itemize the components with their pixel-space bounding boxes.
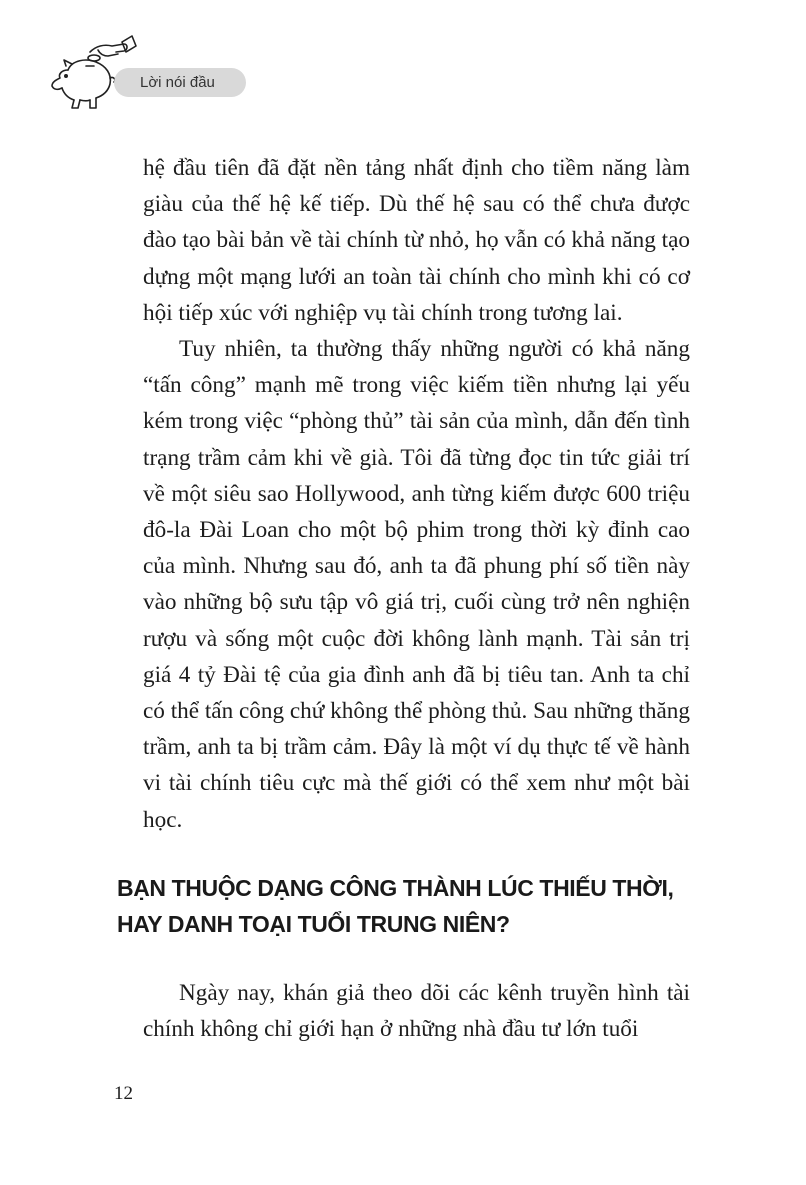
section-heading-line-1: BẠN THUỘC DẠNG CÔNG THÀNH LÚC THIẾU THỜI, (117, 875, 674, 901)
body-paragraph-2: Tuy nhiên, ta thường thấy những người có khả năng “tấn công” mạnh mẽ trong việc kiếm tiền nhưng lại yếu kém trong việc “phòng thủ” tài sản của mình, dẫn đến tình trạng trầm cảm khi về già. Tôi đã từng đọc tin tức giải trí về một siêu sao Hollywood, anh từng kiếm được 600 triệu đô-la Đài Loan cho một bộ phim trong thời kỳ đỉnh cao của mình. Nhưng sau đó, anh ta đã phung phí số tiền này vào những bộ sưu tập vô giá trị, cuối cùng trở nên nghiện rượu và sống một cuộc đời không lành mạnh. Tài sản trị giá 4 tỷ Đài tệ của gia đình anh đã bị tiêu tan. Anh ta chỉ có thể tấn công chứ không thể phòng thủ. Sau những thăng trầm, anh ta bị trầm cảm. Đây là một ví dụ thực tế về hành vi tài chính tiêu cực mà thế giới có thể xem như một bài học. (143, 336, 690, 833)
section-heading-line-2: HAY DANH TOẠI TUỔI TRUNG NIÊN? (117, 911, 510, 937)
section-label: Lời nói đầu (114, 68, 246, 97)
page-number: 12 (114, 1083, 133, 1104)
body-paragraph-1: hệ đầu tiên đã đặt nền tảng nhất định cho tiềm năng làm giàu của thế hệ kế tiếp. Dù thế hệ sau có thể chưa được đào tạo bài bản về tài chính từ nhỏ, họ vẫn có khả năng tạo dựng một mạng lưới an toàn tài chính cho mình khi có cơ hội tiếp xúc với nghiệp vụ tài chính trong tương lai. (143, 155, 690, 326)
page-header (0, 0, 806, 120)
body-paragraph-3: Ngày nay, khán giả theo dõi các kênh truyền hình tài chính không chỉ giới hạn ở những nhà đầu tư lớn tuổi (143, 980, 690, 1043)
section-heading (117, 870, 717, 942)
